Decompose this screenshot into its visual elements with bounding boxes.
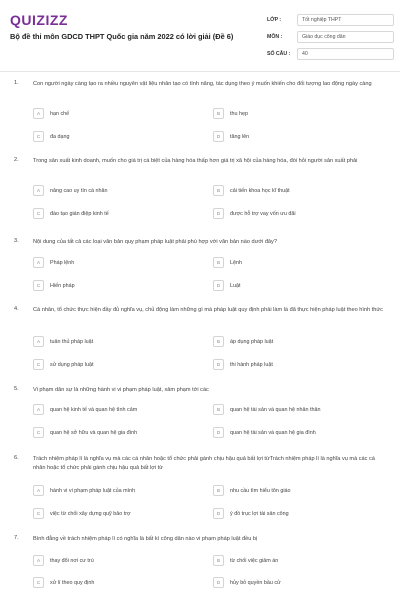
option-c[interactable] [33,359,93,370]
option-text: xử lí theo quy định [50,579,95,586]
option-letter: D [213,280,224,291]
question-number: 4. [14,306,19,312]
meta-subject-label: MÔN : [267,34,283,40]
option-text: áp dụng pháp luật [230,338,274,345]
option-letter: B [213,485,224,496]
option-text: thay đổi nơi cư trú [50,557,94,564]
option-text: cải tiến khoa học kĩ thuật [230,187,290,194]
option-text: hủy bỏ quyền bầu cử [230,579,281,586]
option-letter: C [33,359,44,370]
option-letter: C [33,508,44,519]
option-a[interactable] [33,555,94,566]
option-text: nâng cao uy tín cá nhân [50,187,108,194]
option-d[interactable] [213,577,281,588]
option-b[interactable] [213,108,248,119]
option-c[interactable] [33,280,75,291]
meta-count-row [267,46,394,62]
question-number: 7. [14,535,19,541]
option-b[interactable] [213,257,242,268]
meta-subject-row [267,29,394,45]
option-letter: D [213,208,224,219]
question-number: 3. [14,238,19,244]
option-letter: D [213,508,224,519]
option-a[interactable] [33,404,137,415]
option-letter: B [213,257,224,268]
option-letter: A [33,485,44,496]
option-text: ý đồ trục lợi tài sản công [230,510,289,517]
option-text: đa dạng [50,133,70,140]
option-letter: C [33,280,44,291]
option-text: sử dụng pháp luật [50,361,94,368]
option-text: được hỗ trợ vay vốn ưu đãi [230,210,296,217]
option-letter: B [213,404,224,415]
option-a[interactable] [33,257,74,268]
question-number: 6. [14,455,19,461]
option-letter: B [213,108,224,119]
option-letter: C [33,577,44,588]
option-text: tăng lên [230,133,250,140]
option-text: Pháp lệnh [50,259,75,266]
question-text: Trong sản xuất kinh doanh, muốn cho giá trị cá biệt của hàng hóa thấp hơn giá trị xã hội của hàng hóa, đòi hỏi người sản xuất phải [33,158,358,164]
option-text: từ chối việc giảm án [230,557,279,564]
option-b[interactable] [213,336,273,347]
option-letter: D [213,131,224,142]
option-d[interactable] [213,131,249,142]
question-number: 5. [14,386,19,392]
question-text: Bình đẳng về trách nhiệm pháp lí có nghĩa là bất kì công dân nào vi phạm pháp luật đều bị [33,536,258,542]
option-letter: D [213,577,224,588]
option-b[interactable] [213,185,290,196]
option-text: thu hẹp [230,110,248,117]
option-c[interactable] [33,427,137,438]
option-text: Hiến pháp [50,282,75,289]
option-d[interactable] [213,508,289,519]
question-number: 2. [14,157,19,163]
option-b[interactable] [213,555,278,566]
page-header [0,0,400,70]
question-text: Con người ngày càng tạo ra nhiều nguyên vật liệu nhân tạo có tính năng, tác dụng theo ý muốn khiến cho đối tượng lao động ngày càng [33,81,372,87]
option-letter: A [33,257,44,268]
option-c[interactable] [33,508,131,519]
option-letter: C [33,208,44,219]
header-divider [0,71,400,72]
option-a[interactable] [33,185,108,196]
option-text: quan hệ tài sản và quan hệ gia đình [230,429,316,436]
option-text: thi hành pháp luật [230,361,273,368]
option-d[interactable] [213,359,273,370]
option-b[interactable] [213,485,291,496]
option-d[interactable] [213,208,296,219]
option-a[interactable] [33,336,93,347]
option-c[interactable] [33,208,109,219]
option-a[interactable] [33,108,69,119]
option-text: hạn chế [50,110,70,117]
option-letter: A [33,108,44,119]
meta-subject-value: Giáo dục công dân [297,31,394,43]
option-letter: A [33,404,44,415]
option-d[interactable] [213,427,316,438]
option-text: đào tạo gián điệp kinh tế [50,210,109,217]
question-text: Trách nhiệm pháp lí là nghĩa vụ mà các cá nhân hoặc tổ chức phải gánh chịu hậu quả bất lợi từTrách nhiệm pháp lí là nghĩa vụ mà các cá nhân hoặc tổ chức phải gánh chịu hậu quả bất lợi từ [33,456,375,471]
option-letter: B [213,185,224,196]
option-a[interactable] [33,485,135,496]
option-letter: D [213,427,224,438]
option-text: nhu cầu tìm hiểu tôn giáo [230,487,291,494]
option-letter: A [33,336,44,347]
option-text: việc từ chối xây dựng quỹ bảo trợ [50,510,131,517]
question-text: Vi phạm dân sự là những hành vi vi phạm pháp luật, xâm phạm tới các [33,387,209,393]
option-d[interactable] [213,280,241,291]
option-letter: A [33,185,44,196]
quizizz-logo: QUIZIZZ [10,12,68,28]
meta-class-row [267,12,394,28]
option-text: hành vi vi phạm pháp luật của mình [50,487,136,494]
option-letter: B [213,336,224,347]
exam-meta [267,12,394,63]
option-letter: B [213,555,224,566]
option-text: Luật [230,282,241,289]
option-text: tuân thủ pháp luật [50,338,94,345]
meta-class-label: LỚP : [267,17,282,23]
option-c[interactable] [33,131,70,142]
option-text: quan hệ sở hữu và quan hệ gia đình [50,429,138,436]
page-title: Bộ đề thi môn GDCD THPT Quốc gia năm 2022 có lời giải (Đề 6) [10,32,234,41]
question-text: Cá nhân, tổ chức thực hiện đầy đủ nghĩa vụ, chủ động làm những gì mà pháp luật quy định phải làm là đã thực hiện pháp luật theo hình thức [33,307,383,313]
option-letter: C [33,131,44,142]
option-letter: C [33,427,44,438]
option-text: quan hệ tài sản và quan hệ nhân thân [230,406,321,413]
option-text: quan hệ kinh tế và quan hệ tình cảm [50,406,138,413]
meta-count-label: SỐ CÂU : [267,51,291,57]
option-b[interactable] [213,404,321,415]
option-letter: D [213,359,224,370]
option-c[interactable] [33,577,94,588]
meta-count-value: 40 [297,48,394,60]
question-number: 1. [14,80,19,86]
option-text: Lệnh [230,259,242,266]
option-letter: A [33,555,44,566]
meta-class-value: Tốt nghiệp THPT [297,14,394,26]
question-text: Nội dung của tất cả các loại văn bản quy phạm pháp luật phải phù hợp với văn bản nào dưới đây? [33,239,277,245]
